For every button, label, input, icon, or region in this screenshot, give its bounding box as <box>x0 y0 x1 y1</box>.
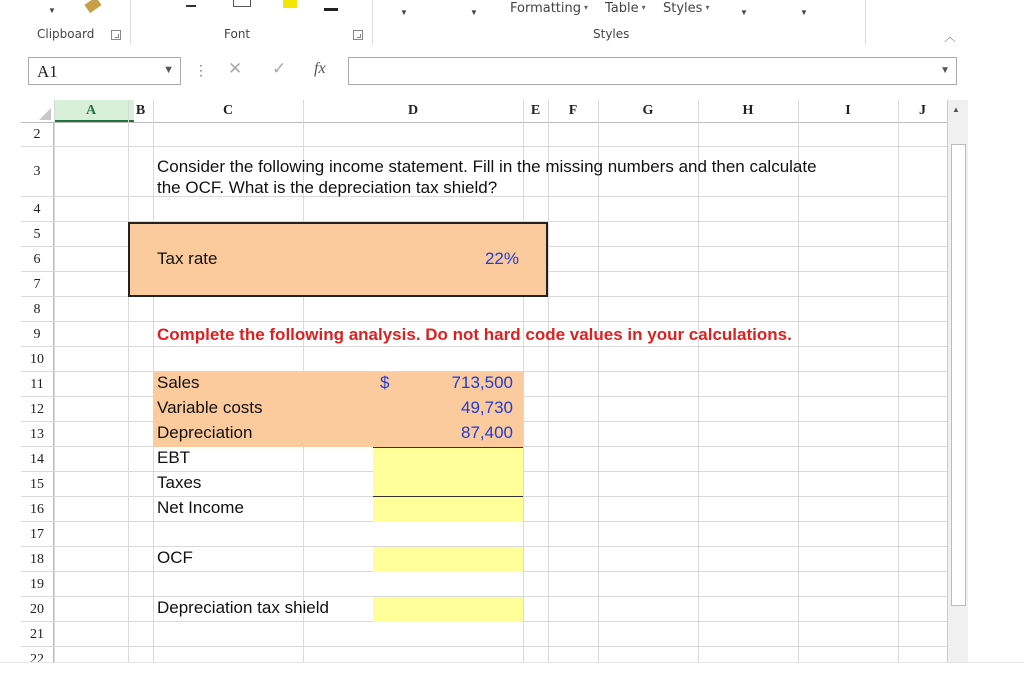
tax-rate-value[interactable]: 22% <box>484 249 519 268</box>
line-item-label: Variable costs <box>157 398 263 417</box>
dropdown-arrow-icon[interactable]: ▼ <box>400 8 408 17</box>
line-item-value[interactable]: 713,500 <box>451 373 513 392</box>
row-header-8[interactable]: 8 <box>33 302 41 317</box>
group-divider <box>130 0 131 45</box>
line-item-label: Sales <box>157 373 200 392</box>
row-header-6[interactable]: 6 <box>33 252 41 267</box>
formula-tools <box>186 57 344 85</box>
instruction-text: Complete the following analysis. Do not hard code values in your calculations. <box>157 325 792 344</box>
insert-function-icon[interactable]: fx <box>314 60 326 77</box>
conditional-formatting-button[interactable] <box>510 1 588 16</box>
column-header-i[interactable]: I <box>845 103 851 118</box>
line-item-value[interactable]: 49,730 <box>461 398 513 417</box>
clipboard-group-label: Clipboard <box>37 27 95 41</box>
line-item-label: Depreciation <box>157 423 253 442</box>
cell-styles-button[interactable] <box>663 1 709 16</box>
name-box-value: A1 <box>37 62 58 81</box>
fill-color-icon[interactable] <box>283 0 297 8</box>
window-bottom-strip <box>0 662 1024 688</box>
net-income-answer-cell[interactable] <box>373 497 523 522</box>
cancel-icon[interactable]: ✕ <box>228 59 243 78</box>
row-header-2[interactable]: 2 <box>33 127 41 142</box>
row-header-21[interactable]: 21 <box>30 627 44 642</box>
enter-check-icon[interactable]: ✓ <box>272 59 287 78</box>
select-all-corner[interactable] <box>21 100 53 122</box>
question-text-line1: Consider the following income statement. Fill in the missing numbers and then calculate <box>157 157 817 176</box>
font-launcher-icon[interactable] <box>353 30 363 40</box>
formatting-label: Formatting <box>510 1 582 16</box>
dropdown-arrow-icon[interactable]: ▼ <box>470 8 478 17</box>
row-header-18[interactable]: 18 <box>30 552 44 567</box>
scroll-up-icon[interactable]: ▲ <box>952 105 960 114</box>
row-header-16[interactable]: 16 <box>30 502 44 517</box>
group-divider <box>372 0 373 45</box>
styles-button-label: Styles <box>663 1 703 16</box>
vertical-scrollbar[interactable] <box>947 100 968 662</box>
font-group-label: Font <box>224 27 251 41</box>
scroll-thumb[interactable] <box>951 144 966 606</box>
line-item-label: Taxes <box>157 473 202 492</box>
column-header-h[interactable]: H <box>742 103 754 118</box>
column-header-a[interactable]: A <box>85 103 97 118</box>
more-options-icon[interactable]: ⋮ <box>194 62 208 78</box>
row-header-11[interactable]: 11 <box>30 377 44 392</box>
worksheet-grid[interactable] <box>21 100 947 662</box>
line-item-label: EBT <box>157 448 191 467</box>
clipboard-launcher-icon[interactable] <box>111 30 121 40</box>
dep-tax-shield-answer-cell[interactable] <box>373 597 523 622</box>
ocf-label: OCF <box>157 548 193 567</box>
row-header-9[interactable]: 9 <box>33 327 41 342</box>
dropdown-arrow-icon[interactable]: ▼ <box>800 8 808 17</box>
column-header-g[interactable]: G <box>642 103 654 118</box>
name-box[interactable] <box>28 57 181 85</box>
caret-down-icon: ▾ <box>641 3 646 12</box>
borders-icon[interactable] <box>233 0 251 7</box>
line-item-value[interactable]: 87,400 <box>461 423 513 442</box>
column-header-c[interactable]: C <box>222 103 234 118</box>
question-text-line2: the OCF. What is the depreciation tax shield? <box>157 178 498 197</box>
row-header-22[interactable]: 22 <box>30 652 44 662</box>
line-item-label: Net Income <box>157 498 244 517</box>
currency-symbol: $ <box>380 373 390 392</box>
format-painter-icon[interactable] <box>84 0 101 13</box>
underline-icon[interactable] <box>186 0 196 7</box>
column-header-f[interactable]: F <box>568 103 578 118</box>
caret-down-icon: ▾ <box>705 3 710 12</box>
tax-rate-label: Tax rate <box>157 249 218 268</box>
row-header-19[interactable]: 19 <box>30 577 44 592</box>
caret-down-icon: ▾ <box>584 3 589 12</box>
ebt-answer-cell[interactable] <box>373 447 523 472</box>
row-header-5[interactable]: 5 <box>33 227 41 242</box>
dep-tax-shield-label: Depreciation tax shield <box>157 598 329 617</box>
column-header-d[interactable]: D <box>407 103 419 118</box>
row-header-12[interactable]: 12 <box>30 402 44 417</box>
row-header-4[interactable]: 4 <box>33 202 41 217</box>
taxes-answer-cell[interactable] <box>373 472 523 497</box>
expand-formula-icon[interactable]: ▼ <box>940 65 950 76</box>
row-header-10[interactable]: 10 <box>30 352 44 367</box>
row-header-7[interactable]: 7 <box>33 277 41 292</box>
column-header-e[interactable]: E <box>530 103 541 118</box>
row-header-20[interactable]: 20 <box>30 602 44 617</box>
ocf-answer-cell[interactable] <box>373 547 523 572</box>
formula-input[interactable] <box>348 57 957 85</box>
table-label: Table <box>605 1 639 16</box>
font-color-icon[interactable] <box>324 0 338 11</box>
row-header-14[interactable]: 14 <box>30 452 44 467</box>
column-header-j[interactable]: J <box>919 103 926 118</box>
chevron-down-icon[interactable]: ▼ <box>163 64 174 76</box>
column-header-b[interactable]: B <box>135 103 146 118</box>
dropdown-arrow-icon[interactable]: ▼ <box>48 6 56 15</box>
row-header-15[interactable]: 15 <box>30 477 44 492</box>
styles-group-label: Styles <box>593 27 630 41</box>
row-header-17[interactable]: 17 <box>30 527 44 542</box>
ribbon <box>0 0 1024 50</box>
format-as-table-button[interactable] <box>605 1 646 16</box>
collapse-ribbon-icon[interactable]: ︿ <box>944 30 957 44</box>
dropdown-arrow-icon[interactable]: ▼ <box>740 8 748 17</box>
group-divider <box>865 0 866 45</box>
row-header-13[interactable]: 13 <box>30 427 44 442</box>
row-header-3[interactable]: 3 <box>33 164 41 179</box>
